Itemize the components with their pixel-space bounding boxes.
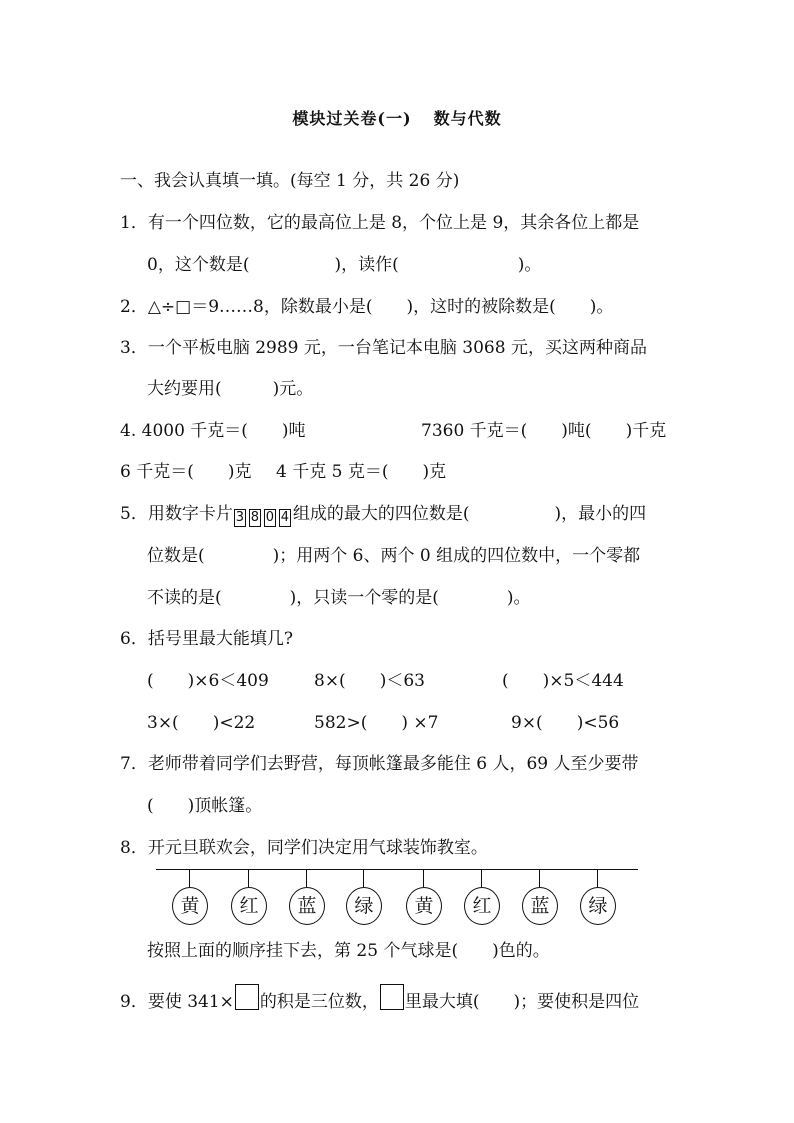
balloon-label: 绿	[580, 887, 616, 925]
question-3-line-2: 大约要用( )元。	[147, 379, 314, 399]
question-4-part-d: 4 千克 5 克＝( )克	[276, 462, 447, 482]
section-heading: 一、我会认真填一填。(每空 1 分，共 26 分)	[120, 171, 460, 191]
balloon-label: 蓝	[289, 887, 325, 925]
question-9-line-1	[120, 984, 639, 1013]
digit-card: 0	[265, 510, 274, 525]
question-6-item: 9×( )<56	[511, 713, 620, 733]
digit-card: 3	[235, 510, 244, 525]
balloon	[464, 869, 500, 925]
balloon	[346, 869, 382, 925]
balloon-label: 红	[231, 887, 267, 925]
balloon	[406, 869, 442, 925]
balloon-label: 绿	[346, 887, 382, 925]
page-title	[0, 106, 794, 129]
question-9-part-c: 里最大填( )；要使积是四位	[404, 992, 640, 1012]
question-5-line-1	[120, 503, 646, 527]
blank-box	[235, 984, 259, 1010]
digit-card: 8	[250, 510, 259, 525]
balloon	[289, 869, 325, 925]
question-5-prefix: 5．用数字卡片	[120, 504, 233, 524]
balloon-label: 黄	[406, 887, 442, 925]
question-7-line-1: 7．老师带着同学们去野营，每顶帐篷最多能住 6 人，69 人至少要带	[120, 754, 639, 774]
blank-box	[380, 984, 404, 1010]
question-1-line-1: 1．有一个四位数，它的最高位上是 8，个位上是 9，其余各位上都是	[120, 213, 640, 233]
question-6-item: ( )×5＜444	[502, 671, 624, 691]
balloon	[522, 869, 558, 925]
question-8-line-2: 按照上面的顺序挂下去，第 25 个气球是( )色的。	[147, 941, 550, 961]
question-4-part-b: 7360 千克＝( )吨( )千克	[421, 421, 667, 441]
question-5-line-3: 不读的是( )，只读一个零的是( )。	[147, 588, 531, 608]
title-main: 模块过关卷(一)	[292, 109, 412, 128]
question-7-line-2: ( )顶帐篷。	[147, 796, 263, 816]
balloon-label: 红	[464, 887, 500, 925]
question-5-line-2: 位数是( )；用两个 6、两个 0 组成的四位数中，一个零都	[147, 546, 641, 566]
question-5-suffix: 组成的最大的四位数是( )，最小的四	[292, 504, 647, 524]
balloon	[580, 869, 616, 925]
question-4-part-c: 6 千克＝( )克	[120, 462, 252, 482]
question-6-item: 8×( )＜63	[314, 671, 425, 691]
balloon	[231, 869, 267, 925]
question-3-line-1: 3．一个平板电脑 2989 元，一台笔记本电脑 3068 元，买这两种商品	[120, 338, 647, 358]
question-6-item: ( )×6＜409	[147, 671, 269, 691]
title-sub: 数与代数	[433, 109, 502, 128]
question-1-line-2: 0，这个数是( )，读作( )。	[147, 255, 542, 275]
question-9-part-b: 的积是三位数，	[259, 992, 379, 1012]
question-6-line-1: 6．括号里最大能填几?	[120, 629, 293, 649]
balloon	[172, 869, 208, 925]
balloon-label: 蓝	[522, 887, 558, 925]
question-4-part-a: 4. 4000 千克＝( )吨	[120, 421, 306, 441]
question-6-item: 3×( )<22	[147, 713, 256, 733]
balloon-label: 黄	[172, 887, 208, 925]
digit-card: 4	[280, 510, 289, 525]
question-6-item: 582>( ) ×7	[314, 713, 439, 733]
question-9-part-a: 9．要使 341×	[120, 992, 234, 1012]
question-8-line-1: 8．开元旦联欢会，同学们决定用气球装饰教室。	[120, 838, 488, 858]
question-2-line-1: 2．△÷□＝9……8，除数最小是( )，这时的被除数是( )。	[120, 297, 614, 317]
balloon-rope	[156, 869, 638, 870]
